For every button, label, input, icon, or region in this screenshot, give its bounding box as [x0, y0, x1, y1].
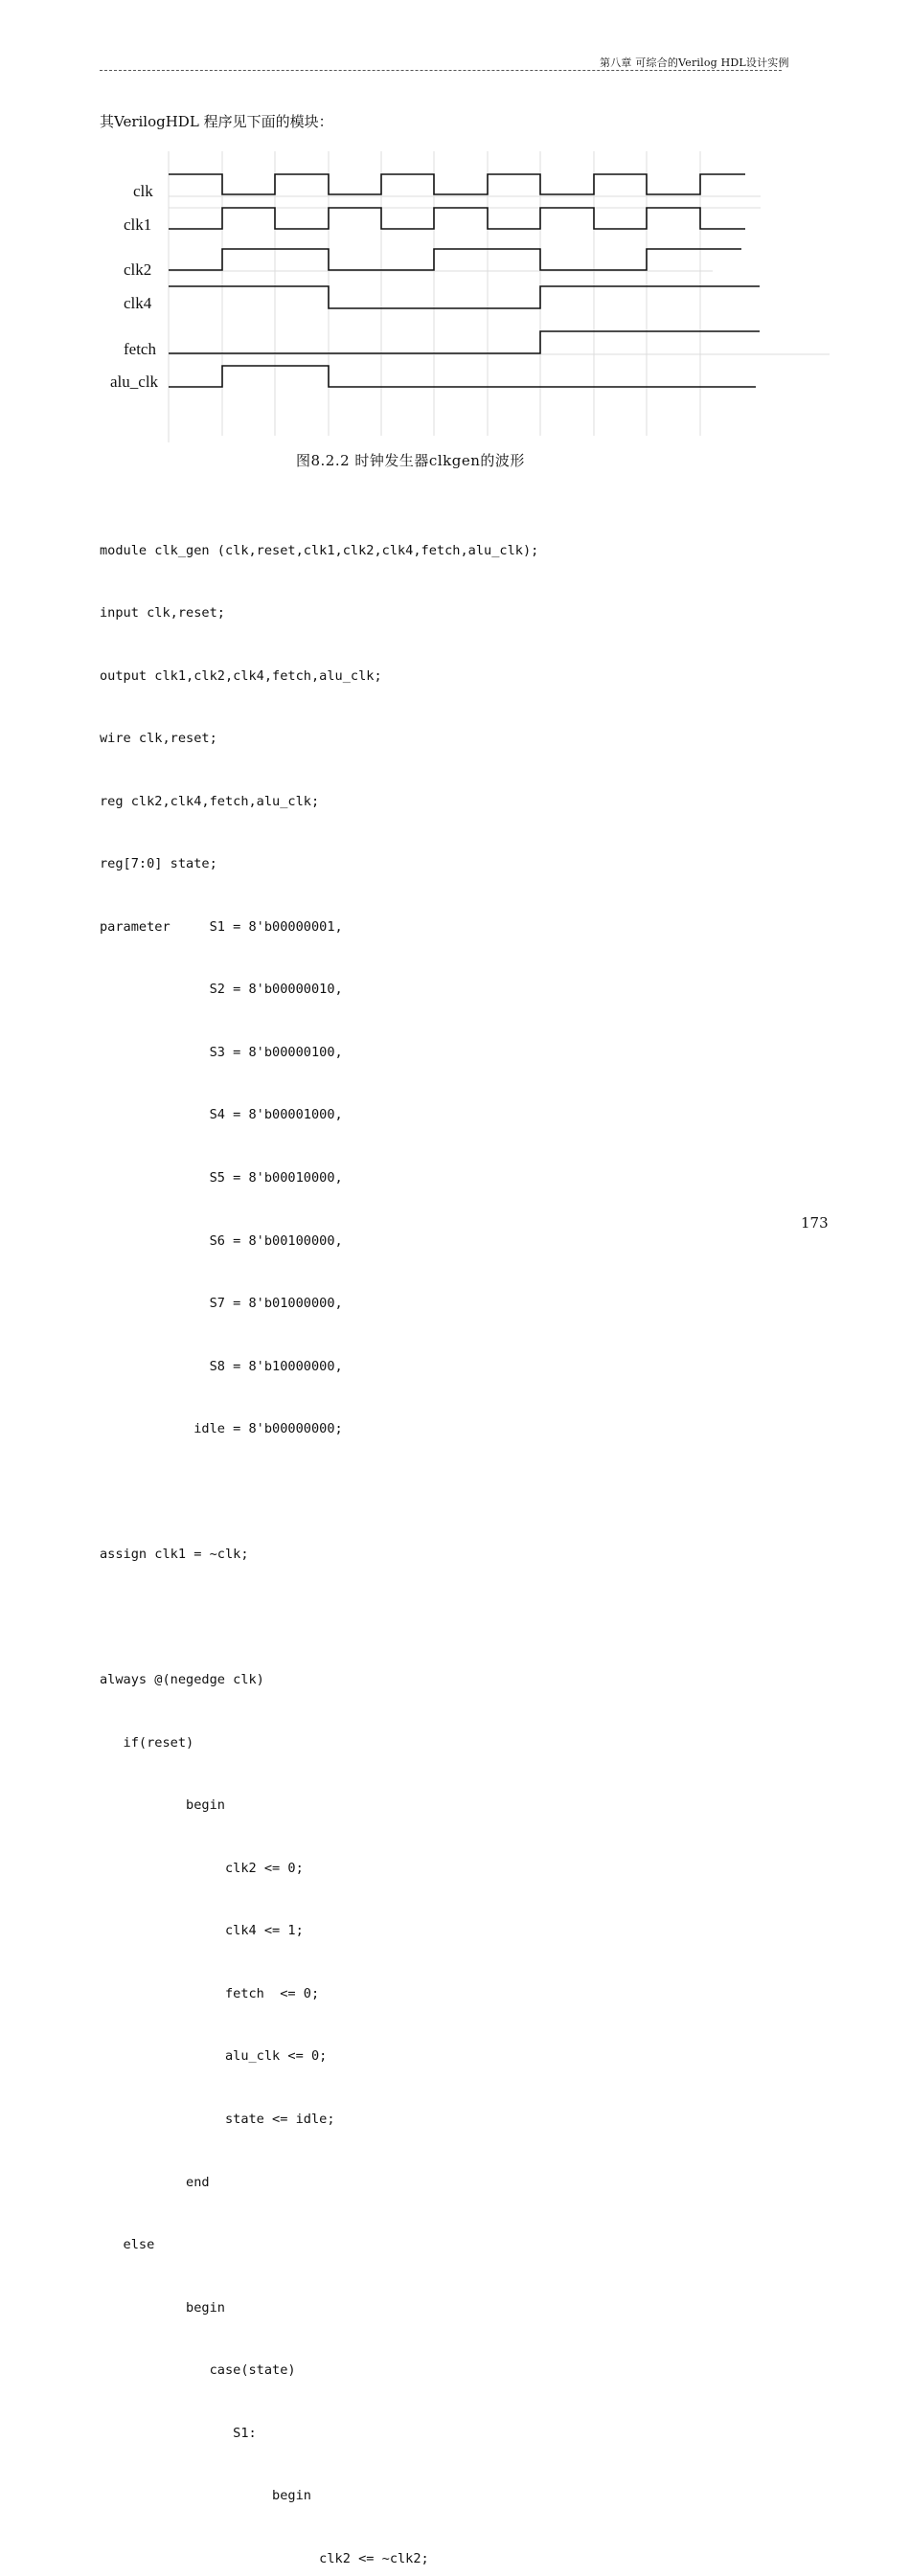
- code-line: wire clk,reset;: [100, 731, 217, 747]
- code-line: end: [100, 2174, 210, 2190]
- signal-label-clk: clk: [133, 182, 153, 200]
- signal-label-clk2: clk2: [124, 260, 152, 279]
- code-line: assign clk1 = ~clk;: [100, 1547, 249, 1563]
- code-line: reg clk2,clk4,fetch,alu_clk;: [100, 793, 320, 809]
- waveform-clk4: [169, 286, 760, 308]
- code-line: [100, 1482, 538, 1503]
- code-line: input clk,reset;: [100, 605, 225, 621]
- signal-label-alu-clk: alu_clk: [110, 373, 159, 391]
- code-line: output clk1,clk2,clk4,fetch,alu_clk;: [100, 667, 382, 684]
- code-line: clk2 <= 0;: [100, 1860, 304, 1876]
- code-line: [100, 1608, 538, 1629]
- code-line: idle = 8'b00000000;: [100, 1421, 343, 1437]
- code-line: S7 = 8'b01000000,: [100, 1296, 343, 1312]
- code-line: S8 = 8'b10000000,: [100, 1358, 343, 1374]
- code-line: begin: [100, 1797, 225, 1814]
- code-line: parameter S1 = 8'b00000001,: [100, 918, 343, 935]
- code-line: S6 = 8'b00100000,: [100, 1232, 343, 1249]
- code-line: if(reset): [100, 1734, 194, 1751]
- figure-caption: 图8.2.2 时钟发生器clkgen的波形: [296, 452, 525, 469]
- code-listing: [100, 499, 538, 2576]
- code-line: S1:: [100, 2425, 257, 2441]
- signal-label-clk4: clk4: [124, 294, 152, 312]
- code-line: state <= idle;: [100, 2111, 335, 2127]
- signal-label-clk1: clk1: [124, 215, 152, 234]
- timing-diagram-svg: [100, 144, 837, 450]
- code-line: module clk_gen (clk,reset,clk1,clk2,clk4,fetch,alu_clk);: [100, 542, 539, 558]
- code-line: clk4 <= 1;: [100, 1923, 304, 1939]
- header-rule: [100, 70, 782, 71]
- code-line: alu_clk <= 0;: [100, 2048, 328, 2065]
- code-line: fetch <= 0;: [100, 1985, 320, 2001]
- waveform-clk2: [169, 249, 741, 270]
- code-line: clk2 <= ~clk2;: [100, 2550, 429, 2566]
- waveform-clk: [169, 174, 745, 194]
- waveform-clk1: [169, 208, 745, 229]
- code-line: case(state): [100, 2362, 296, 2379]
- page-number: 173: [801, 1214, 829, 1232]
- waveform-fetch: [169, 331, 760, 353]
- code-line: always @(negedge clk): [100, 1672, 264, 1688]
- waveform-alu-clk: [169, 366, 756, 387]
- timing-diagram: [100, 144, 837, 450]
- code-line: else: [100, 2237, 155, 2253]
- code-line: begin: [100, 2488, 311, 2504]
- code-line: reg[7:0] state;: [100, 856, 217, 872]
- code-line: S2 = 8'b00000010,: [100, 982, 343, 998]
- code-line: S4 = 8'b00001000,: [100, 1107, 343, 1123]
- code-line: begin: [100, 2299, 225, 2316]
- intro-text: 其VerilogHDL 程序见下面的模块：: [100, 113, 333, 130]
- signal-label-fetch: fetch: [124, 340, 156, 358]
- code-line: S3 = 8'b00000100,: [100, 1044, 343, 1060]
- code-line: S5 = 8'b00010000,: [100, 1170, 343, 1186]
- running-header: 第八章 可综合的Verilog HDL设计实例: [600, 56, 789, 69]
